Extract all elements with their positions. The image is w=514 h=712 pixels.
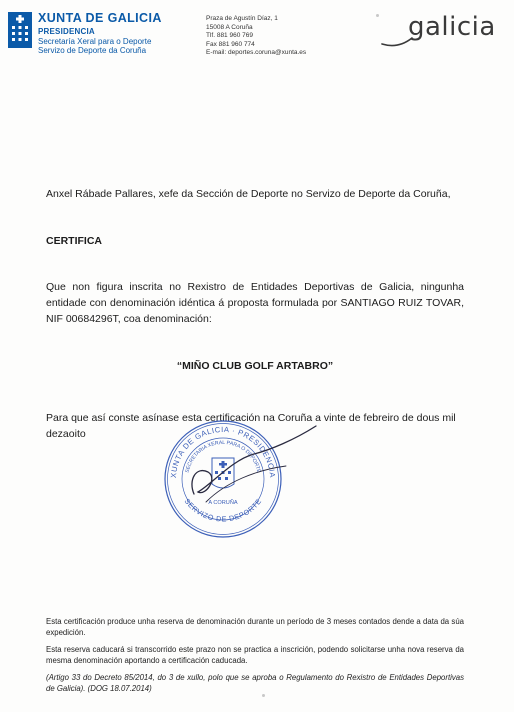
address-line: Praza de Agustín Díaz, 1 bbox=[206, 15, 278, 22]
xunta-coat-of-arms-icon bbox=[8, 12, 32, 48]
department: PRESIDENCIA bbox=[38, 27, 95, 36]
stamp-inner-text: SECRETARIA XERAL PARA O DEPORTE bbox=[184, 439, 262, 474]
address-line: 15008 A Coruña bbox=[206, 23, 253, 31]
intro-line: Anxel Rábade Pallares, xefe da Sección de Deporte no Servizo de Deporte da Coruña, bbox=[46, 188, 451, 200]
certifica-heading: CERTIFICA bbox=[46, 235, 102, 247]
stamp-ring-text: XUNTA DE GALICIA · PRESIDENCIA bbox=[168, 424, 278, 479]
scan-speck bbox=[262, 694, 265, 697]
entity-name: “MIÑO CLUB GOLF ARTABRO” bbox=[176, 360, 334, 372]
galicia-brand-logo: galicia bbox=[408, 12, 496, 42]
service: Servizo de Deporte da Coruña bbox=[38, 46, 147, 55]
stamp-bottom-text: SERVIZO DE DEPORTE bbox=[182, 496, 264, 524]
statement-paragraph: Que non figura inscrita no Rexistro de Entidades Deportivas de Galicia, ningunha entidade con denominación idéntica á proposta formulada por SANTIAGO RUIZ TOVAR, NIF 00684296T, coa denominación: bbox=[46, 281, 464, 325]
address-line: Tlf. 881 960 769 bbox=[206, 32, 253, 39]
org-name: XUNTA DE GALICIA bbox=[38, 11, 162, 25]
reservation-note: Esta certificación produce unha reserva de denominación durante un período de 3 meses contados dende a data da súa expedición. bbox=[46, 617, 464, 637]
scan-speck bbox=[376, 14, 379, 17]
expiry-note: Esta reserva caducará si transcorrido este prazo non se practica a inscrición, podendo solicitarse unha nova reserva da mesma denominación aportando a certificación caducada. bbox=[46, 645, 464, 665]
address-line: E-mail: deportes.coruna@xunta.es bbox=[206, 49, 307, 56]
xunta-header bbox=[38, 11, 188, 56]
closing-paragraph: Para que así conste asínase esta certificación na Coruña a vinte de febreiro de dous mil dezaoito bbox=[46, 412, 456, 440]
stamp-center-text: A CORUÑA bbox=[208, 500, 238, 506]
legal-reference: (Artigo 33 do Decreto 85/2014, do 3 de xullo, polo que se aproba o Regulamento do Rexistro de Entidades Deportivas de Galicia). (DOG 18.07.2014) bbox=[46, 673, 464, 693]
handwritten-signature bbox=[166, 422, 326, 542]
contact-address bbox=[206, 15, 346, 58]
secretariat: Secretaría Xeral para o Deporte bbox=[38, 36, 152, 46]
address-line: Fax 881 960 774 bbox=[206, 40, 255, 48]
